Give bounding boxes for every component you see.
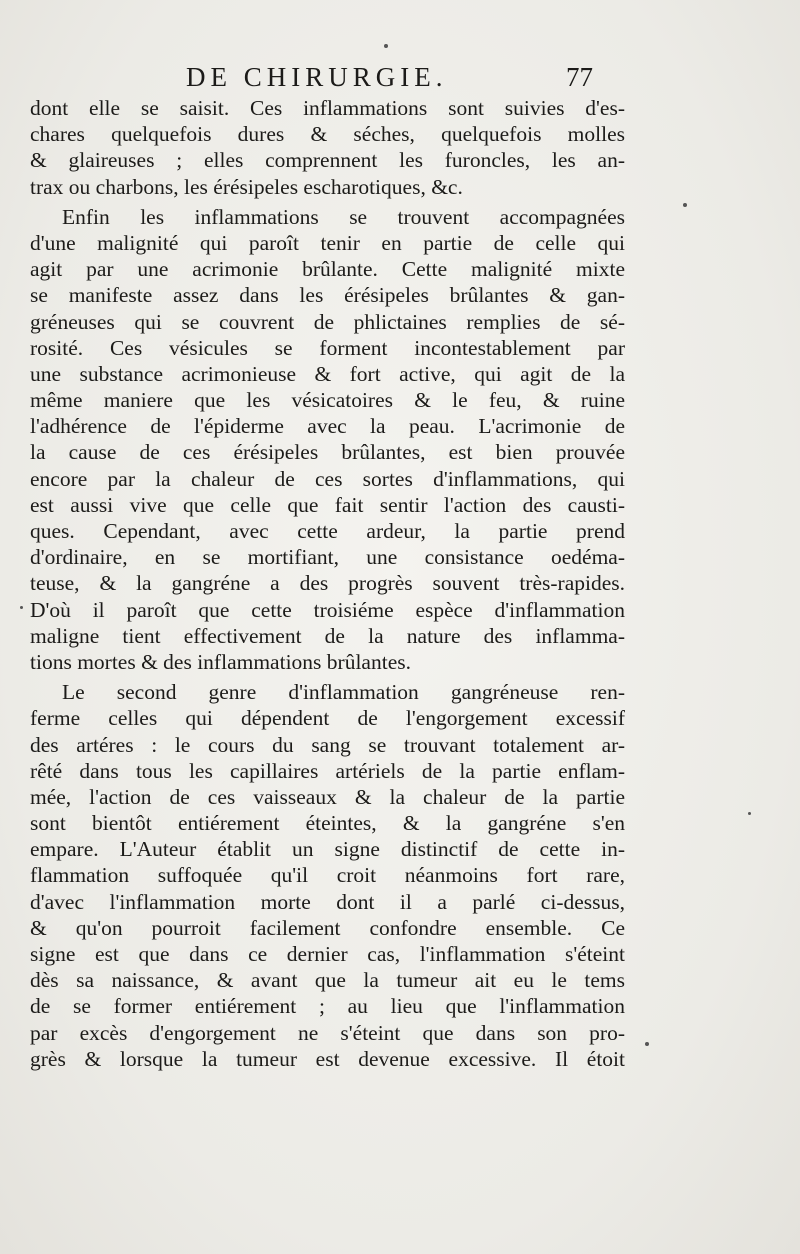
text-line: tions mortes & des inflammations brûlantes. [30,649,411,674]
text-line: teuse, & la gangréne a des progrès souvent très-rapides. [30,571,625,596]
text-line: dès sa naissance, & avant que la tumeur ait eu le tems [30,968,625,993]
text-line: encore par la chaleur de ces sortes d'inflammations, qui [30,466,625,491]
paper-speck [645,1042,649,1046]
text-line: par excès d'engorgement ne s'éteint que dans son pro- [30,1020,625,1045]
text-line: & qu'on pourroit facilement confondre ensemble. Ce [30,915,625,940]
text-line: rosité. Ces vésicules se forment incontestablement par [30,335,625,360]
paper-speck [683,203,687,207]
text-line: l'adhérence de l'épiderme avec la peau. L'acrimonie de [30,414,625,439]
paragraph [30,679,625,1072]
text-line: même maniere que les vésicatoires & le feu, & ruine [30,388,625,413]
text-line: dont elle se saisit. Ces inflammations sont suivies d'es- [30,96,625,120]
page-header [0,60,800,100]
page-number: 77 [566,62,593,92]
paragraph [30,204,625,675]
paper-speck [20,606,23,609]
body-text [30,95,625,1072]
paper-speck [748,812,751,815]
text-line: maligne tient effectivement de la nature des inflamma- [30,623,625,648]
text-line: & glaireuses ; elles comprennent les furoncles, les an- [30,148,625,173]
text-line: de se former entiérement ; au lieu que l'inflammation [30,994,625,1019]
text-line: flammation suffoquée qu'il croit néanmoins fort rare, [30,863,625,888]
text-line: est aussi vive que celle que fait sentir l'action des causti- [30,492,625,517]
text-line: se manifeste assez dans les érésipeles brûlantes & gan- [30,283,625,308]
text-line: une substance acrimonieuse & fort active, qui agit de la [30,361,625,386]
text-line: rêté dans tous les capillaires artériels de la partie enflam- [30,758,625,783]
text-line: Enfin les inflammations se trouvent accompagnées [62,204,625,229]
text-line: ferme celles qui dépendent de l'engorgement excessif [30,706,625,731]
paper-speck [384,44,388,48]
text-line: gréneuses qui se couvrent de phlictaines remplies de sé- [30,309,625,334]
text-line: grès & lorsque la tumeur est devenue excessive. Il étoit [30,1046,625,1071]
text-line: sont bientôt entiérement éteintes, & la gangréne s'en [30,811,625,836]
text-line: trax ou charbons, les érésipeles escharotiques, &c. [30,174,463,199]
text-line: Le second genre d'inflammation gangréneuse ren- [62,680,625,705]
text-line: d'une malignité qui paroît tenir en partie de celle qui [30,230,625,255]
text-line: signe est que dans ce dernier cas, l'inflammation s'éteint [30,942,625,966]
text-line: chares quelquefois dures & séches, quelquefois molles [30,122,625,147]
paragraph [30,95,625,200]
text-line: agit par une acrimonie brûlante. Cette malignité mixte [30,257,625,282]
text-line: d'ordinaire, en se mortifiant, une consistance oedéma- [30,545,625,570]
text-line: la cause de ces érésipeles brûlantes, est bien prouvée [30,440,625,465]
text-line: empare. L'Auteur établit un signe distinctif de cette in- [30,837,625,862]
text-line: ques. Cependant, avec cette ardeur, la partie prend [30,519,625,543]
text-line: d'avec l'inflammation morte dont il a parlé ci-dessus, [30,889,625,914]
text-line: D'où il paroît que cette troisiéme espèce d'inflammation [30,597,625,622]
text-line: des artéres : le cours du sang se trouvant totalement ar- [30,732,625,757]
text-line: mée, l'action de ces vaisseaux & la chaleur de la partie [30,784,625,809]
running-head: DE CHIRURGIE. [186,62,448,92]
